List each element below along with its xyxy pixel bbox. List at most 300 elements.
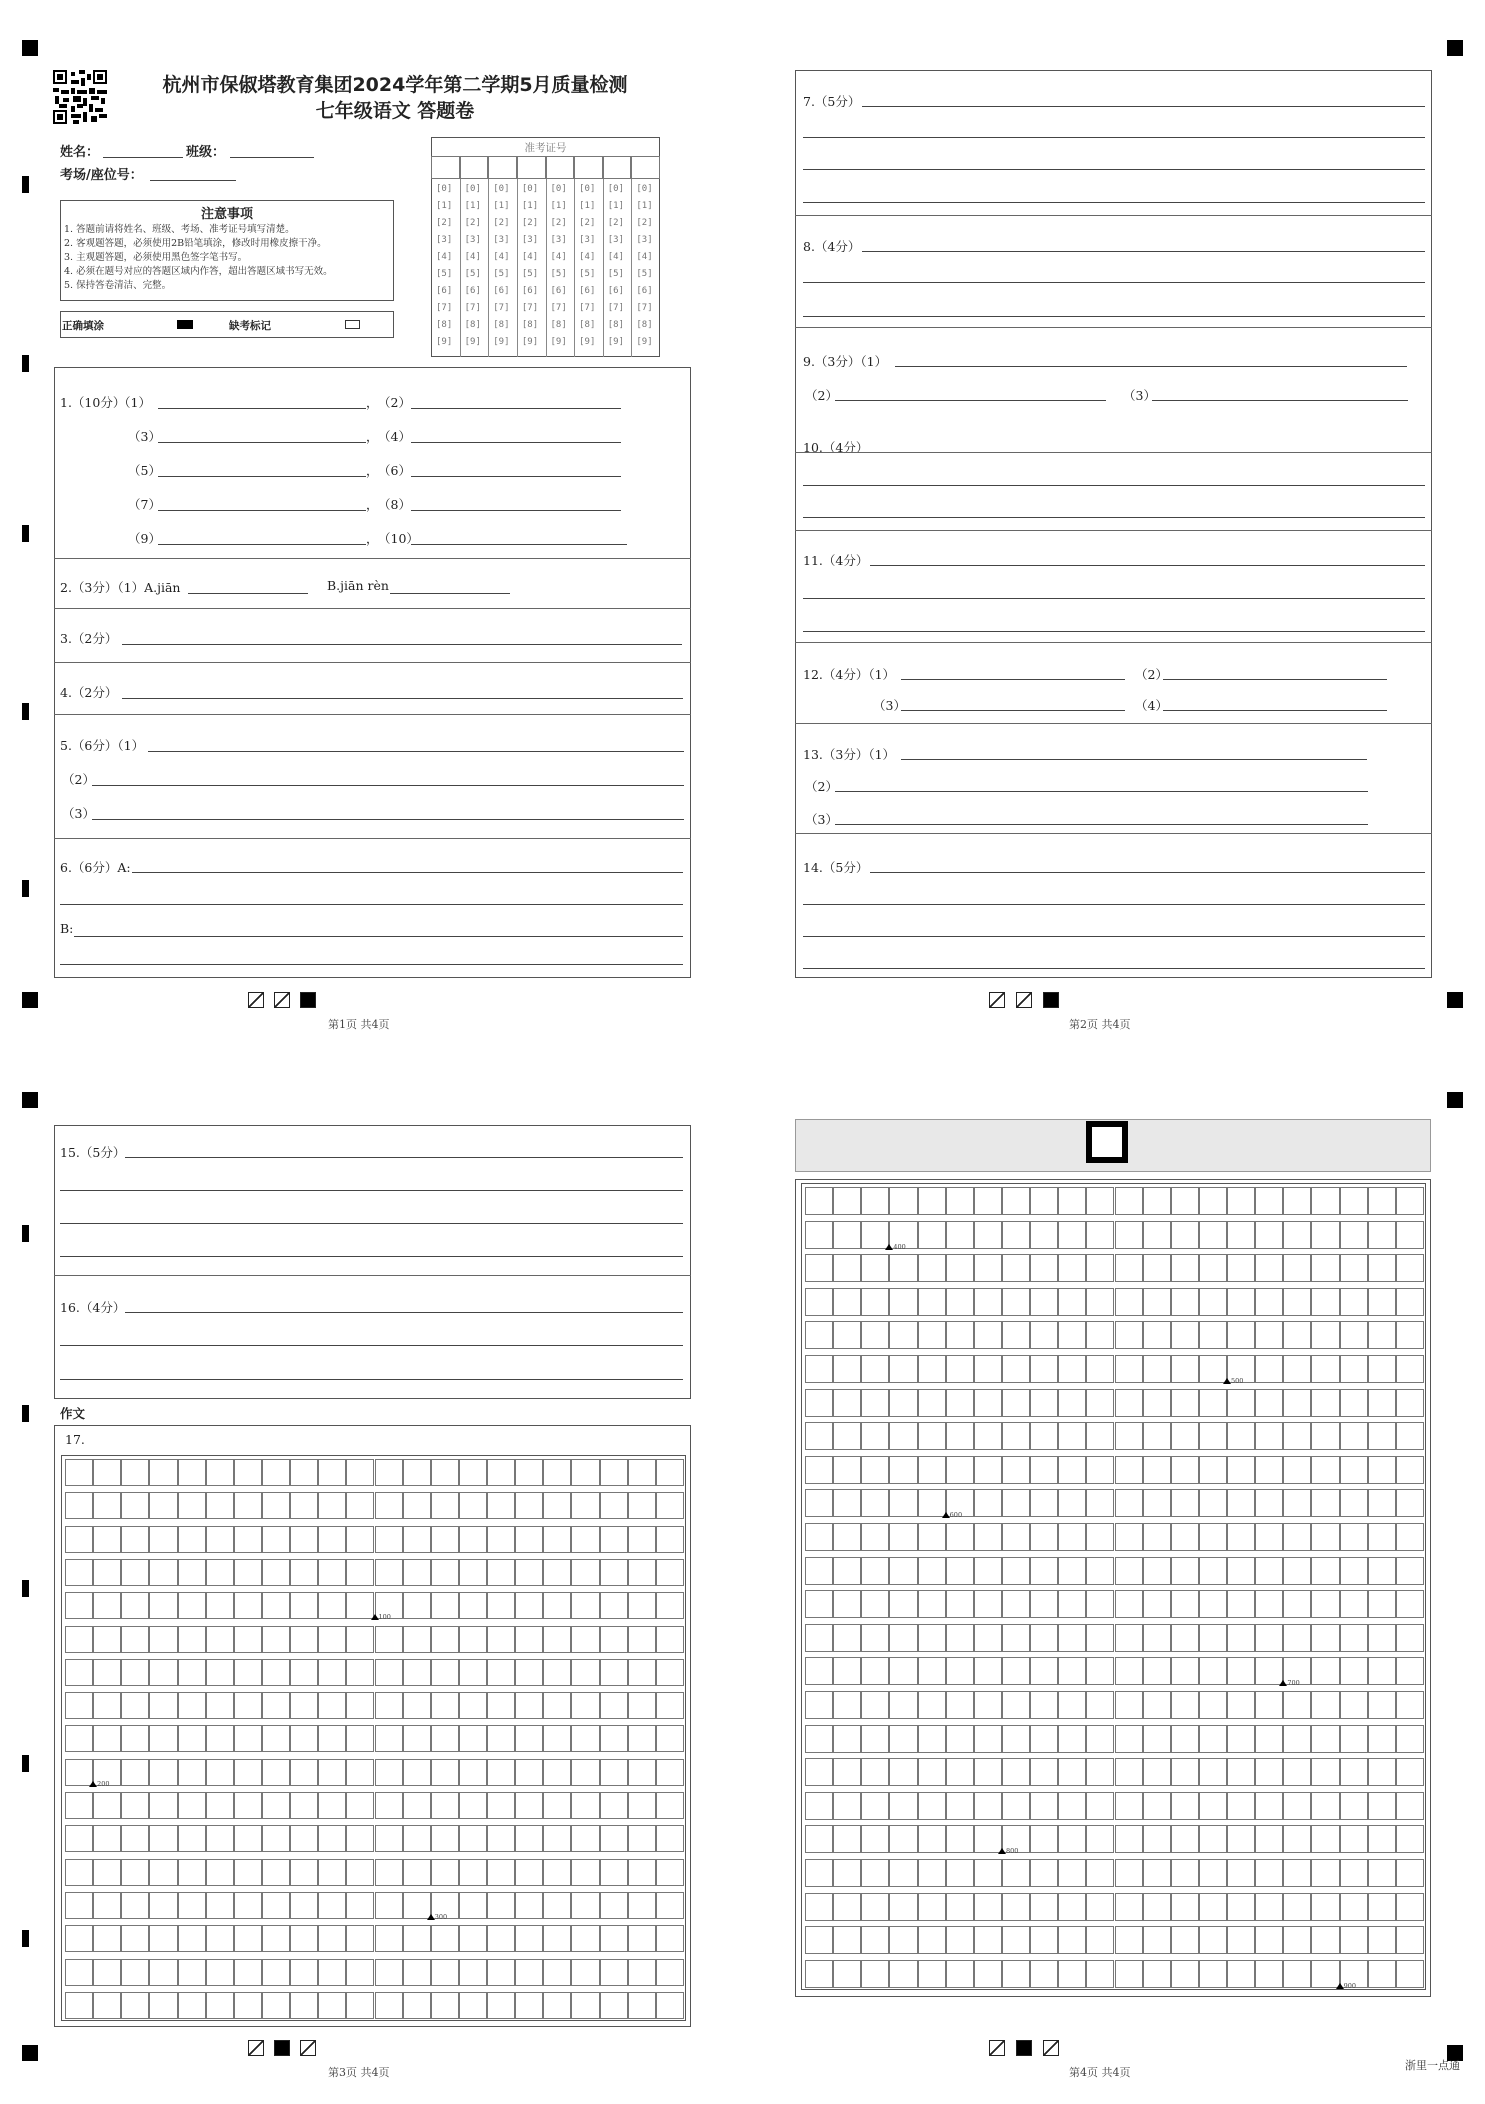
essay-cell[interactable] xyxy=(1143,1893,1171,1921)
essay-cell[interactable] xyxy=(178,1925,206,1952)
essay-cell[interactable] xyxy=(1086,1758,1114,1786)
essay-cell[interactable] xyxy=(946,1893,974,1921)
essay-cell[interactable] xyxy=(889,1288,917,1316)
essay-cell[interactable] xyxy=(1199,1624,1227,1652)
essay-cell[interactable] xyxy=(1396,1456,1424,1484)
essay-cell[interactable] xyxy=(93,1792,121,1819)
essay-cell[interactable] xyxy=(805,1758,833,1786)
essay-cell[interactable] xyxy=(1058,1187,1086,1215)
essay-cell[interactable] xyxy=(974,1691,1002,1719)
q12-2-answer[interactable] xyxy=(1163,679,1387,680)
essay-cell[interactable] xyxy=(346,1892,374,1919)
essay-cell[interactable] xyxy=(805,1456,833,1484)
essay-cell[interactable] xyxy=(1199,1825,1227,1853)
essay-cell[interactable] xyxy=(974,1389,1002,1417)
essay-cell[interactable] xyxy=(178,1959,206,1986)
essay-cell[interactable] xyxy=(861,1288,889,1316)
essay-cell[interactable] xyxy=(1143,1221,1171,1249)
essay-cell[interactable] xyxy=(1115,1859,1143,1887)
exam-id-entry-box[interactable] xyxy=(488,156,517,179)
essay-grid-page4[interactable] xyxy=(801,1183,1426,1990)
essay-cell[interactable] xyxy=(861,1624,889,1652)
essay-cell[interactable] xyxy=(543,1526,571,1553)
essay-cell[interactable] xyxy=(487,1459,515,1486)
essay-cell[interactable] xyxy=(1227,1792,1255,1820)
essay-cell[interactable] xyxy=(234,1626,262,1653)
essay-cell[interactable] xyxy=(656,1859,684,1886)
essay-cell[interactable] xyxy=(861,1590,889,1618)
essay-cell[interactable] xyxy=(889,1657,917,1685)
essay-cell[interactable] xyxy=(403,1792,431,1819)
essay-cell[interactable] xyxy=(628,1526,656,1553)
essay-cell[interactable] xyxy=(805,1355,833,1383)
essay-cell[interactable] xyxy=(290,1759,318,1786)
exam-id-bubble[interactable]: [0] xyxy=(436,184,453,194)
essay-cell[interactable] xyxy=(431,1559,459,1586)
essay-cell[interactable] xyxy=(1283,1691,1311,1719)
essay-cell[interactable] xyxy=(600,1892,628,1919)
essay-cell[interactable] xyxy=(1002,1859,1030,1887)
essay-cell[interactable] xyxy=(1030,1557,1058,1585)
exam-id-bubble[interactable]: [2] xyxy=(607,218,625,228)
essay-cell[interactable] xyxy=(1143,1691,1171,1719)
essay-cell[interactable] xyxy=(262,1859,290,1886)
essay-cell[interactable] xyxy=(656,1792,684,1819)
essay-cell[interactable] xyxy=(149,1792,177,1819)
essay-cell[interactable] xyxy=(805,1825,833,1853)
essay-cell[interactable] xyxy=(1396,1893,1424,1921)
essay-cell[interactable] xyxy=(628,1725,656,1752)
essay-cell[interactable] xyxy=(262,1626,290,1653)
essay-cell[interactable] xyxy=(93,1559,121,1586)
essay-cell[interactable] xyxy=(600,1992,628,2019)
essay-cell[interactable] xyxy=(1368,1792,1396,1820)
essay-cell[interactable] xyxy=(946,1389,974,1417)
q14-line2[interactable] xyxy=(803,904,1425,905)
essay-cell[interactable] xyxy=(946,1590,974,1618)
essay-cell[interactable] xyxy=(1227,1557,1255,1585)
exam-id-bubble[interactable]: [1] xyxy=(636,201,653,211)
essay-cell[interactable] xyxy=(974,1422,1002,1450)
essay-cell[interactable] xyxy=(656,1925,684,1952)
essay-cell[interactable] xyxy=(1199,1960,1227,1988)
essay-cell[interactable] xyxy=(1030,1859,1058,1887)
essay-cell[interactable] xyxy=(1340,1389,1368,1417)
essay-cell[interactable] xyxy=(487,1892,515,1919)
exam-id-entry-box[interactable] xyxy=(517,156,546,179)
essay-cell[interactable] xyxy=(1115,1422,1143,1450)
essay-cell[interactable] xyxy=(290,1526,318,1553)
essay-cell[interactable] xyxy=(262,1659,290,1686)
essay-cell[interactable] xyxy=(600,1959,628,1986)
essay-cell[interactable] xyxy=(1171,1389,1199,1417)
exam-id-entry-box[interactable] xyxy=(546,156,575,179)
essay-cell[interactable] xyxy=(121,1859,149,1886)
essay-cell[interactable] xyxy=(1199,1321,1227,1349)
exam-id-bubble[interactable]: [6] xyxy=(579,286,596,296)
essay-cell[interactable] xyxy=(375,1526,403,1553)
exam-id-bubble[interactable]: [6] xyxy=(607,286,625,296)
essay-cell[interactable] xyxy=(178,1492,206,1519)
exam-id-bubble[interactable]: [5] xyxy=(607,269,625,279)
essay-cell[interactable] xyxy=(149,1692,177,1719)
essay-cell[interactable] xyxy=(571,1592,599,1619)
essay-cell[interactable] xyxy=(1086,1288,1114,1316)
essay-cell[interactable] xyxy=(403,1492,431,1519)
essay-cell[interactable] xyxy=(487,1526,515,1553)
essay-cell[interactable] xyxy=(974,1926,1002,1954)
essay-cell[interactable] xyxy=(318,1559,346,1586)
essay-cell[interactable] xyxy=(262,1792,290,1819)
essay-cell[interactable] xyxy=(487,1559,515,1586)
essay-cell[interactable] xyxy=(1396,1422,1424,1450)
essay-cell[interactable] xyxy=(805,1590,833,1618)
essay-cell[interactable] xyxy=(918,1422,946,1450)
essay-cell[interactable] xyxy=(1199,1254,1227,1282)
essay-cell[interactable] xyxy=(65,1559,93,1586)
essay-cell[interactable] xyxy=(318,1759,346,1786)
essay-cell[interactable] xyxy=(918,1893,946,1921)
essay-cell[interactable] xyxy=(1030,1926,1058,1954)
essay-cell[interactable] xyxy=(1311,1254,1339,1282)
essay-cell[interactable] xyxy=(600,1526,628,1553)
q5-2-answer[interactable] xyxy=(92,785,684,786)
essay-cell[interactable] xyxy=(206,1792,234,1819)
exam-id-bubble[interactable]: [4] xyxy=(607,252,625,262)
essay-cell[interactable] xyxy=(178,1725,206,1752)
essay-cell[interactable] xyxy=(1058,1960,1086,1988)
essay-cell[interactable] xyxy=(515,1559,543,1586)
essay-cell[interactable] xyxy=(1171,1893,1199,1921)
essay-cell[interactable] xyxy=(1340,1288,1368,1316)
essay-cell[interactable] xyxy=(1283,1893,1311,1921)
essay-cell[interactable] xyxy=(1199,1389,1227,1417)
q6a-answer[interactable] xyxy=(132,872,683,873)
essay-cell[interactable] xyxy=(234,1725,262,1752)
exam-id-bubble[interactable]: [3] xyxy=(464,235,481,245)
essay-cell[interactable] xyxy=(543,1559,571,1586)
essay-cell[interactable] xyxy=(1115,1758,1143,1786)
essay-cell[interactable] xyxy=(628,1825,656,1852)
essay-cell[interactable] xyxy=(318,1725,346,1752)
essay-cell[interactable] xyxy=(1396,1557,1424,1585)
essay-cell[interactable] xyxy=(628,1792,656,1819)
essay-cell[interactable] xyxy=(833,1792,861,1820)
essay-cell[interactable] xyxy=(974,1456,1002,1484)
essay-cell[interactable] xyxy=(656,1825,684,1852)
essay-cell[interactable] xyxy=(403,1659,431,1686)
essay-cell[interactable] xyxy=(149,1626,177,1653)
essay-cell[interactable] xyxy=(1340,1725,1368,1753)
essay-cell[interactable] xyxy=(65,1825,93,1852)
essay-cell[interactable] xyxy=(861,1489,889,1517)
essay-cell[interactable] xyxy=(346,1759,374,1786)
exam-id-bubble[interactable]: [2] xyxy=(636,218,653,228)
essay-cell[interactable] xyxy=(833,1825,861,1853)
exam-id-bubble[interactable]: [3] xyxy=(579,235,596,245)
exam-id-bubble[interactable]: [4] xyxy=(550,252,567,262)
essay-cell[interactable] xyxy=(262,1492,290,1519)
essay-cell[interactable] xyxy=(628,1692,656,1719)
essay-cell[interactable] xyxy=(1199,1288,1227,1316)
essay-cell[interactable] xyxy=(1058,1489,1086,1517)
essay-cell[interactable] xyxy=(1115,1590,1143,1618)
q5-3-answer[interactable] xyxy=(92,819,684,820)
essay-cell[interactable] xyxy=(1199,1893,1227,1921)
essay-cell[interactable] xyxy=(805,1389,833,1417)
essay-cell[interactable] xyxy=(375,1692,403,1719)
essay-cell[interactable] xyxy=(946,1926,974,1954)
essay-cell[interactable] xyxy=(318,1592,346,1619)
essay-cell[interactable] xyxy=(93,1959,121,1986)
essay-cell[interactable] xyxy=(515,1692,543,1719)
essay-cell[interactable] xyxy=(1171,1960,1199,1988)
essay-cell[interactable] xyxy=(1030,1893,1058,1921)
exam-id-bubble[interactable]: [2] xyxy=(464,218,481,228)
essay-cell[interactable] xyxy=(805,1489,833,1517)
exam-id-bubble[interactable]: [3] xyxy=(493,235,510,245)
essay-cell[interactable] xyxy=(1311,1926,1339,1954)
essay-cell[interactable] xyxy=(543,1492,571,1519)
exam-id-bubble[interactable]: [1] xyxy=(579,201,596,211)
essay-cell[interactable] xyxy=(1311,1389,1339,1417)
essay-cell[interactable] xyxy=(1396,1489,1424,1517)
essay-cell[interactable] xyxy=(889,1187,917,1215)
essay-cell[interactable] xyxy=(918,1691,946,1719)
essay-cell[interactable] xyxy=(805,1926,833,1954)
essay-cell[interactable] xyxy=(1227,1221,1255,1249)
essay-cell[interactable] xyxy=(861,1456,889,1484)
essay-cell[interactable] xyxy=(833,1422,861,1450)
essay-cell[interactable] xyxy=(1199,1758,1227,1786)
essay-cell[interactable] xyxy=(543,1459,571,1486)
essay-cell[interactable] xyxy=(1340,1557,1368,1585)
essay-cell[interactable] xyxy=(1002,1893,1030,1921)
essay-cell[interactable] xyxy=(1171,1758,1199,1786)
essay-cell[interactable] xyxy=(1058,1825,1086,1853)
essay-cell[interactable] xyxy=(318,1892,346,1919)
essay-cell[interactable] xyxy=(805,1657,833,1685)
q14-answer[interactable] xyxy=(870,872,1425,873)
essay-cell[interactable] xyxy=(149,1592,177,1619)
essay-cell[interactable] xyxy=(149,1725,177,1752)
essay-cell[interactable] xyxy=(1396,1355,1424,1383)
essay-cell[interactable] xyxy=(206,1459,234,1486)
q14-line3[interactable] xyxy=(803,936,1425,937)
essay-cell[interactable] xyxy=(65,1959,93,1986)
essay-cell[interactable] xyxy=(1396,1758,1424,1786)
essay-cell[interactable] xyxy=(805,1893,833,1921)
essay-cell[interactable] xyxy=(1143,1557,1171,1585)
essay-cell[interactable] xyxy=(974,1221,1002,1249)
essay-cell[interactable] xyxy=(178,1592,206,1619)
exam-id-bubble[interactable]: [0] xyxy=(550,184,567,194)
exam-id-bubble[interactable]: [3] xyxy=(636,235,653,245)
essay-cell[interactable] xyxy=(431,1792,459,1819)
essay-cell[interactable] xyxy=(234,1959,262,1986)
essay-cell[interactable] xyxy=(431,1659,459,1686)
essay-cell[interactable] xyxy=(1368,1590,1396,1618)
essay-cell[interactable] xyxy=(318,1859,346,1886)
q1-answer[interactable] xyxy=(411,510,621,511)
essay-cell[interactable] xyxy=(889,1926,917,1954)
essay-cell[interactable] xyxy=(571,1659,599,1686)
essay-cell[interactable] xyxy=(1086,1792,1114,1820)
essay-cell[interactable] xyxy=(431,1492,459,1519)
essay-cell[interactable] xyxy=(262,1592,290,1619)
essay-cell[interactable] xyxy=(974,1590,1002,1618)
essay-cell[interactable] xyxy=(431,1692,459,1719)
essay-cell[interactable] xyxy=(1002,1691,1030,1719)
essay-cell[interactable] xyxy=(1002,1792,1030,1820)
essay-cell[interactable] xyxy=(1368,1960,1396,1988)
essay-cell[interactable] xyxy=(861,1725,889,1753)
essay-cell[interactable] xyxy=(1030,1725,1058,1753)
exam-id-bubble[interactable]: [5] xyxy=(464,269,481,279)
essay-cell[interactable] xyxy=(1058,1557,1086,1585)
essay-cell[interactable] xyxy=(515,1759,543,1786)
essay-cell[interactable] xyxy=(515,1925,543,1952)
essay-cell[interactable] xyxy=(946,1456,974,1484)
absent-mark-checkbox[interactable] xyxy=(345,320,360,329)
essay-cell[interactable] xyxy=(515,1659,543,1686)
essay-cell[interactable] xyxy=(889,1691,917,1719)
essay-cell[interactable] xyxy=(206,1492,234,1519)
essay-cell[interactable] xyxy=(1311,1792,1339,1820)
essay-cell[interactable] xyxy=(1030,1456,1058,1484)
essay-cell[interactable] xyxy=(1368,1859,1396,1887)
essay-cell[interactable] xyxy=(1143,1321,1171,1349)
exam-id-bubble[interactable]: [6] xyxy=(493,286,510,296)
essay-cell[interactable] xyxy=(946,1221,974,1249)
essay-cell[interactable] xyxy=(346,1859,374,1886)
exam-id-bubble[interactable]: [5] xyxy=(579,269,596,279)
essay-cell[interactable] xyxy=(1199,1926,1227,1954)
essay-cell[interactable] xyxy=(403,1626,431,1653)
essay-cell[interactable] xyxy=(290,1792,318,1819)
essay-cell[interactable] xyxy=(571,1792,599,1819)
essay-cell[interactable] xyxy=(1143,1590,1171,1618)
essay-cell[interactable] xyxy=(1283,1859,1311,1887)
essay-cell[interactable] xyxy=(1368,1288,1396,1316)
essay-cell[interactable] xyxy=(1340,1926,1368,1954)
essay-cell[interactable] xyxy=(861,1926,889,1954)
essay-cell[interactable] xyxy=(121,1592,149,1619)
essay-cell[interactable] xyxy=(206,1959,234,1986)
essay-cell[interactable] xyxy=(1199,1489,1227,1517)
essay-cell[interactable] xyxy=(178,1459,206,1486)
essay-cell[interactable] xyxy=(149,1859,177,1886)
essay-cell[interactable] xyxy=(65,1526,93,1553)
essay-cell[interactable] xyxy=(290,1825,318,1852)
essay-cell[interactable] xyxy=(918,1960,946,1988)
essay-cell[interactable] xyxy=(65,1492,93,1519)
essay-cell[interactable] xyxy=(946,1321,974,1349)
essay-cell[interactable] xyxy=(946,1792,974,1820)
essay-cell[interactable] xyxy=(262,1459,290,1486)
essay-cell[interactable] xyxy=(431,1925,459,1952)
essay-cell[interactable] xyxy=(93,1626,121,1653)
q16-line3[interactable] xyxy=(60,1379,683,1380)
essay-cell[interactable] xyxy=(861,1187,889,1215)
exam-id-bubble[interactable]: [6] xyxy=(521,286,539,296)
exam-id-bubble[interactable]: [1] xyxy=(607,201,625,211)
essay-cell[interactable] xyxy=(1255,1590,1283,1618)
essay-cell[interactable] xyxy=(1143,1926,1171,1954)
essay-cell[interactable] xyxy=(1086,1422,1114,1450)
essay-cell[interactable] xyxy=(206,1526,234,1553)
exam-id-bubble[interactable]: [9] xyxy=(607,337,625,347)
essay-cell[interactable] xyxy=(543,1659,571,1686)
essay-cell[interactable] xyxy=(149,1825,177,1852)
essay-cell[interactable] xyxy=(318,1626,346,1653)
essay-cell[interactable] xyxy=(65,1626,93,1653)
exam-id-bubble[interactable]: [7] xyxy=(636,303,653,313)
q12-3-answer[interactable] xyxy=(901,710,1125,711)
q9-3-answer[interactable] xyxy=(1152,400,1408,401)
essay-cell[interactable] xyxy=(1058,1725,1086,1753)
essay-cell[interactable] xyxy=(1086,1825,1114,1853)
essay-cell[interactable] xyxy=(65,1992,93,2019)
essay-cell[interactable] xyxy=(889,1355,917,1383)
essay-cell[interactable] xyxy=(1030,1657,1058,1685)
essay-cell[interactable] xyxy=(571,1626,599,1653)
essay-cell[interactable] xyxy=(1227,1489,1255,1517)
essay-cell[interactable] xyxy=(487,1659,515,1686)
essay-cell[interactable] xyxy=(656,1626,684,1653)
essay-cell[interactable] xyxy=(946,1557,974,1585)
exam-id-bubble[interactable]: [9] xyxy=(579,337,596,347)
essay-cell[interactable] xyxy=(974,1859,1002,1887)
exam-id-bubble[interactable]: [7] xyxy=(550,303,567,313)
essay-cell[interactable] xyxy=(1368,1456,1396,1484)
exam-id-bubble[interactable]: [3] xyxy=(436,235,453,245)
essay-cell[interactable] xyxy=(346,1659,374,1686)
essay-cell[interactable] xyxy=(1115,1893,1143,1921)
essay-cell[interactable] xyxy=(234,1526,262,1553)
essay-cell[interactable] xyxy=(375,1959,403,1986)
essay-cell[interactable] xyxy=(889,1557,917,1585)
essay-cell[interactable] xyxy=(946,1691,974,1719)
essay-cell[interactable] xyxy=(318,1526,346,1553)
essay-cell[interactable] xyxy=(543,1725,571,1752)
essay-cell[interactable] xyxy=(178,1892,206,1919)
essay-cell[interactable] xyxy=(628,1459,656,1486)
q8-line3[interactable] xyxy=(803,316,1425,317)
essay-cell[interactable] xyxy=(833,1691,861,1719)
essay-cell[interactable] xyxy=(628,1559,656,1586)
essay-cell[interactable] xyxy=(833,1288,861,1316)
essay-cell[interactable] xyxy=(1283,1187,1311,1215)
essay-cell[interactable] xyxy=(515,1592,543,1619)
essay-cell[interactable] xyxy=(1283,1321,1311,1349)
essay-cell[interactable] xyxy=(1058,1254,1086,1282)
essay-cell[interactable] xyxy=(571,1959,599,1986)
essay-cell[interactable] xyxy=(656,1759,684,1786)
essay-cell[interactable] xyxy=(833,1926,861,1954)
essay-cell[interactable] xyxy=(459,1492,487,1519)
essay-cell[interactable] xyxy=(149,1892,177,1919)
essay-cell[interactable] xyxy=(861,1422,889,1450)
essay-cell[interactable] xyxy=(206,1725,234,1752)
exam-id-entry-box[interactable] xyxy=(603,156,632,179)
essay-cell[interactable] xyxy=(889,1859,917,1887)
essay-cell[interactable] xyxy=(234,1925,262,1952)
exam-id-bubble[interactable]: [0] xyxy=(636,184,653,194)
essay-cell[interactable] xyxy=(65,1725,93,1752)
essay-cell[interactable] xyxy=(1396,1523,1424,1551)
essay-cell[interactable] xyxy=(600,1626,628,1653)
